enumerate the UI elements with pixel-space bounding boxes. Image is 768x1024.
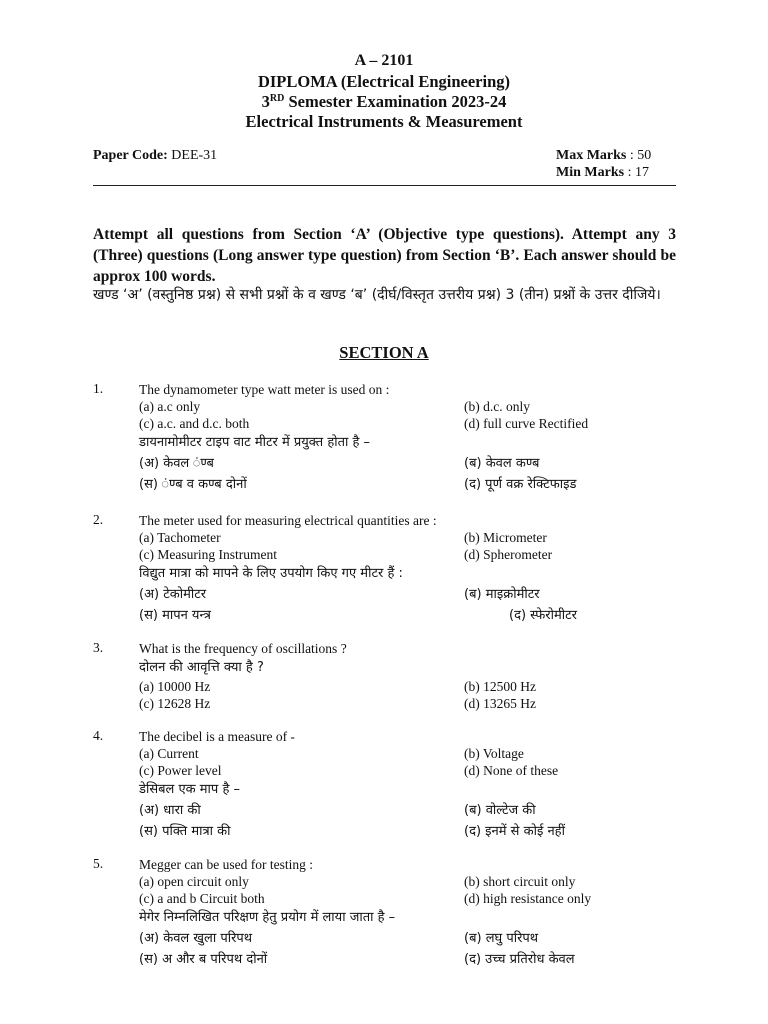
option-b: (b) d.c. only xyxy=(464,399,530,414)
max-marks xyxy=(556,148,651,164)
question-body xyxy=(139,640,689,712)
question-text-hindi: डायनामोमीटर टाइप वाट मीटर में प्रयुक्त होता है – xyxy=(139,435,371,450)
option-c: (c) a.c. and d.c. both xyxy=(139,416,250,431)
exam-code: A – 2101 xyxy=(354,52,414,69)
paper-code xyxy=(93,148,217,164)
question-number: 5. xyxy=(93,856,104,871)
option-c-hindi: (स) ंण्ब व कण्ब दोनों xyxy=(139,477,247,492)
question-text: What is the frequency of oscillations ? xyxy=(139,641,347,656)
question-text: Megger can be used for testing : xyxy=(139,857,313,872)
option-d: (d) 13265 Hz xyxy=(464,696,536,711)
option-a-hindi: (अ) केवल ंण्ब xyxy=(139,456,214,471)
question-body xyxy=(139,856,689,970)
option-b-hindi: (ब) लघु परिपथ xyxy=(464,931,539,946)
question-text-hindi: डेसिबल एक माप है – xyxy=(139,782,240,797)
option-d-hindi: (द) स्फेरोमीटर xyxy=(509,608,577,623)
header-divider xyxy=(93,185,676,186)
min-marks xyxy=(556,165,649,181)
option-b-hindi: (ब) वोल्टेज की xyxy=(464,803,536,818)
option-d: (d) full curve Rectified xyxy=(464,416,589,431)
option-b: (b) 12500 Hz xyxy=(464,679,536,694)
question-number: 2. xyxy=(93,512,104,527)
question-text: The meter used for measuring electrical quantities are : xyxy=(139,513,437,528)
option-c: (c) Power level xyxy=(139,763,222,778)
question-text: The dynamometer type watt meter is used on : xyxy=(139,382,390,397)
paper-code-label: Paper Code: xyxy=(93,148,168,163)
option-d: (d) high resistance only xyxy=(464,891,592,906)
option-b-hindi: (ब) केवल कण्ब xyxy=(464,456,540,471)
semester-number: 3 xyxy=(261,92,270,111)
question-text-hindi: विद्युत मात्रा को मापने के लिए उपयोग किए गए मीटर हैं : xyxy=(139,566,403,581)
option-a-hindi: (अ) टेकोमीटर xyxy=(139,587,207,602)
min-marks-label: Min Marks xyxy=(556,165,625,180)
option-a-hindi: (अ) केवल खुला परिपथ xyxy=(139,931,253,946)
section-title xyxy=(0,343,768,363)
subject-title: Electrical Instruments & Measurement xyxy=(245,112,523,131)
option-d-hindi: (द) पूर्ण वक्र रेक्टिफाइड xyxy=(464,477,577,492)
option-a: (a) Current xyxy=(139,746,199,761)
question-number: 1. xyxy=(93,381,104,396)
question-body xyxy=(139,512,689,626)
course-title: DIPLOMA (Electrical Engineering) xyxy=(257,72,511,91)
option-a: (a) open circuit only xyxy=(139,874,249,889)
option-c: (c) Measuring Instrument xyxy=(139,547,277,562)
semester-rest: Semester Examination 2023-24 xyxy=(284,92,507,111)
option-a: (a) Tachometer xyxy=(139,530,221,545)
option-d-hindi: (द) इनमें से कोई नहीं xyxy=(464,824,565,839)
paper-code-value: DEE-31 xyxy=(167,148,218,163)
semester-title xyxy=(0,92,768,112)
question-text-hindi: मेगेर निम्नलिखित परिक्षण हेतु प्रयोग में लाया जाता है – xyxy=(139,910,396,925)
option-a-hindi: (अ) धारा की xyxy=(139,803,201,818)
question-body xyxy=(139,728,689,842)
section-title-text: SECTION A xyxy=(339,343,429,362)
min-marks-value: : 17 xyxy=(624,165,649,180)
question-text-hindi: दोलन की आवृत्ति क्या है ? xyxy=(139,660,264,675)
option-d: (d) None of these xyxy=(464,763,559,778)
question-number: 3. xyxy=(93,640,104,655)
option-d: (d) Spherometer xyxy=(464,547,553,562)
option-c: (c) a and b Circuit both xyxy=(139,891,265,906)
option-c: (c) 12628 Hz xyxy=(139,696,211,711)
semester-ordinal: RD xyxy=(269,93,285,104)
option-d-hindi: (द) उच्च प्रतिरोध केवल xyxy=(464,952,575,967)
option-c-hindi: (स) पक्ति मात्रा की xyxy=(139,824,231,839)
max-marks-value: : 50 xyxy=(626,148,652,163)
option-b: (b) short circuit only xyxy=(464,874,576,889)
option-b: (b) Micrometer xyxy=(464,530,547,545)
question-body xyxy=(139,381,689,495)
option-c-hindi: (स) मापन यन्त्र xyxy=(139,608,211,623)
option-b-hindi: (ब) माइक्रोमीटर xyxy=(464,587,540,602)
option-a: (a) a.c only xyxy=(139,399,201,414)
option-a: (a) 10000 Hz xyxy=(139,679,211,694)
option-c-hindi: (स) अ और ब परिपथ दोनों xyxy=(139,952,268,967)
question-number: 4. xyxy=(93,728,104,743)
max-marks-label: Max Marks xyxy=(556,148,627,163)
instructions-hindi: खण्ड ‘अ’ (वस्तुनिष्ठ प्रश्न) से सभी प्रश्नों के व खण्ड ‘ब’ (दीर्घ/विस्तृत उत्तरीय प्रश्न) 3 (तीन) प्रश्नों के उत्तर दीजिये। xyxy=(93,287,661,303)
instructions-english: Attempt all questions from Section ‘A’ (Objective type questions). Attempt any 3 (Three) questions (Long answer type question) from Section ‘B’. Each answer should be approx 100 words. xyxy=(93,226,676,285)
question-text: The decibel is a measure of - xyxy=(139,729,295,744)
option-b: (b) Voltage xyxy=(464,746,524,761)
